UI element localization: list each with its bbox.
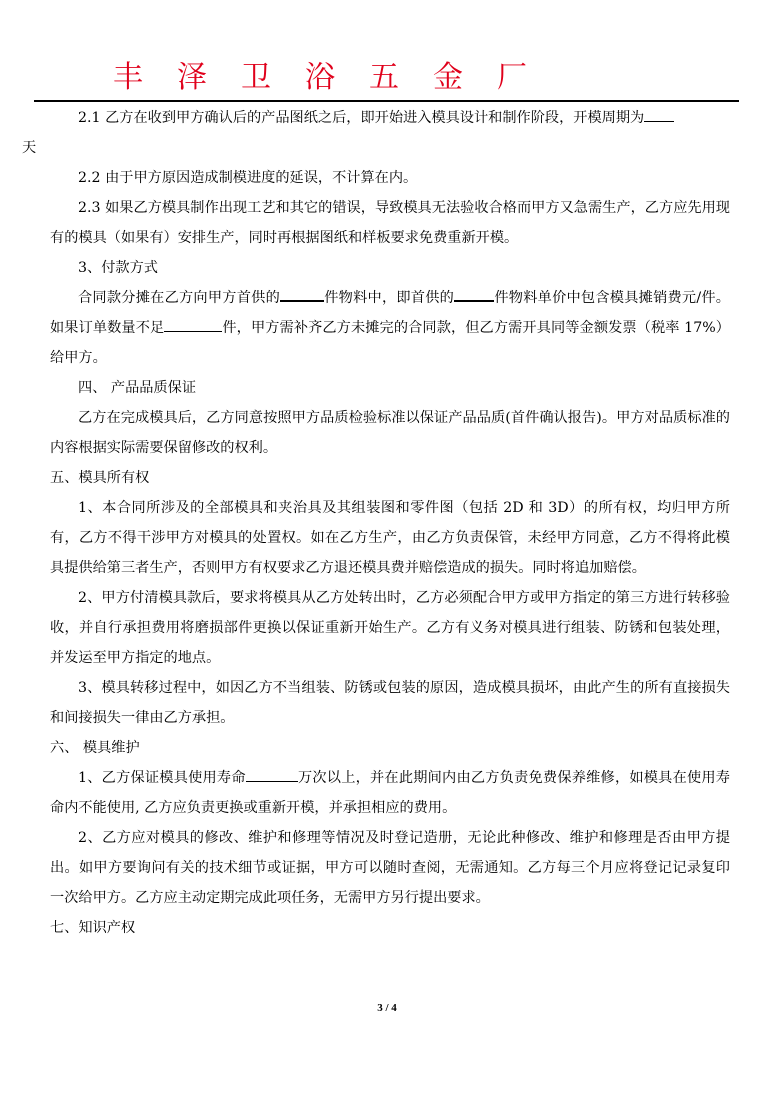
payment-clause <box>50 283 730 373</box>
ownership-clause-2: 2、甲方付清模具款后，要求将模具从乙方处转出时，乙方必须配合甲方或甲方指定的第三方进行转移验收，并自行承担费用将磨损部件更换以保证重新开始生产。乙方有义务对模具进行组装、防锈和包装处理，并发运至甲方指定的地点。 <box>50 590 730 666</box>
document-body <box>22 103 730 943</box>
clause-text: 件，甲方需补齐乙方未摊完的合同款，但乙方需开具同等金额发票（税率 17%）给甲方。 <box>50 320 730 366</box>
ownership-clause-3: 3、模具转移过程中，如因乙方不当组装、防锈或包装的原因，造成模具损坏，由此产生的所有直接损失和间接损失一律由乙方承担。 <box>50 680 730 726</box>
clause-text: 合同款分摊在乙方向甲方首供的 <box>78 290 280 306</box>
page-number: 3 / 4 <box>377 1002 397 1014</box>
quality-clause: 乙方在完成模具后，乙方同意按照甲方品质检验标准以保证产品品质(首件确认报告)。甲方对品质标准的内容根据实际需要保留修改的权利。 <box>50 410 730 456</box>
clause-text: 2.1 乙方在收到甲方确认后的产品图纸之后，即开始进入模具设计和制作阶段，开模周期为 <box>78 110 645 126</box>
clause-text: 1、乙方保证模具使用寿命 <box>78 770 246 786</box>
ownership-clause-1: 1、本合同所涉及的全部模具和夹治具及其组装图和零件图（包括 2D 和 3D）的所有权，均归甲方所有，乙方不得干涉甲方对模具的处置权。如在乙方生产，由乙方负责保管，未经甲方同意，乙方不得将此模具提供给第三者生产，否则甲方有权要求乙方退还模具费并赔偿造成的损失。同时将追加赔偿。 <box>50 500 730 576</box>
section-payment-heading: 3、付款方式 <box>78 260 158 276</box>
section-maintenance-heading: 六、 模具维护 <box>50 740 140 756</box>
clause-text: 天 <box>22 140 37 156</box>
clause-text: 件物料中，即首供的 <box>324 290 455 306</box>
clause-2-2: 2.2 由于甲方原因造成制模进度的延误，不计算在内。 <box>78 170 418 186</box>
section-quality-heading: 四、 产品品质保证 <box>78 380 197 396</box>
header-divider <box>34 100 739 102</box>
clause-2-1 <box>22 103 730 163</box>
clause-2-3: 2.3 如果乙方模具制作出现工艺和其它的错误，导致模具无法验收合格而甲方又急需生产，乙方应先用现有的模具（如果有）安排生产，同时再根据图纸和样板要求免费重新开模。 <box>50 200 730 246</box>
section-ownership-heading: 五、模具所有权 <box>50 470 150 486</box>
blank-field <box>280 286 324 302</box>
blank-field <box>246 767 298 782</box>
clause-text: 件物料单价中包含模具摊销费元/件。如果订单数量不足 <box>50 290 730 336</box>
blank-field <box>644 107 674 122</box>
maintenance-clause-2: 2、乙方应对模具的修改、维护和修理等情况及时登记造册，无论此种修改、维护和修理是否由甲方提出。如甲方要询问有关的技术细节或证据，甲方可以随时查阅，无需通知。乙方每三个月应将登记记录复印一次给甲方。乙方应主动定期完成此项任务，无需甲方另行提出要求。 <box>50 830 730 906</box>
clause-text: 万次以上，并在此期间内由乙方负责免费保养维修，如模具在使用寿命内不能使用, 乙方应负责更换或重新开模，并承担相应的费用。 <box>50 770 730 816</box>
blank-field <box>454 286 494 302</box>
company-header-title: 丰泽卫浴五金厂 <box>113 60 561 95</box>
maintenance-clause-1 <box>50 763 730 823</box>
section-ip-heading: 七、知识产权 <box>50 920 136 936</box>
blank-field <box>164 317 222 332</box>
